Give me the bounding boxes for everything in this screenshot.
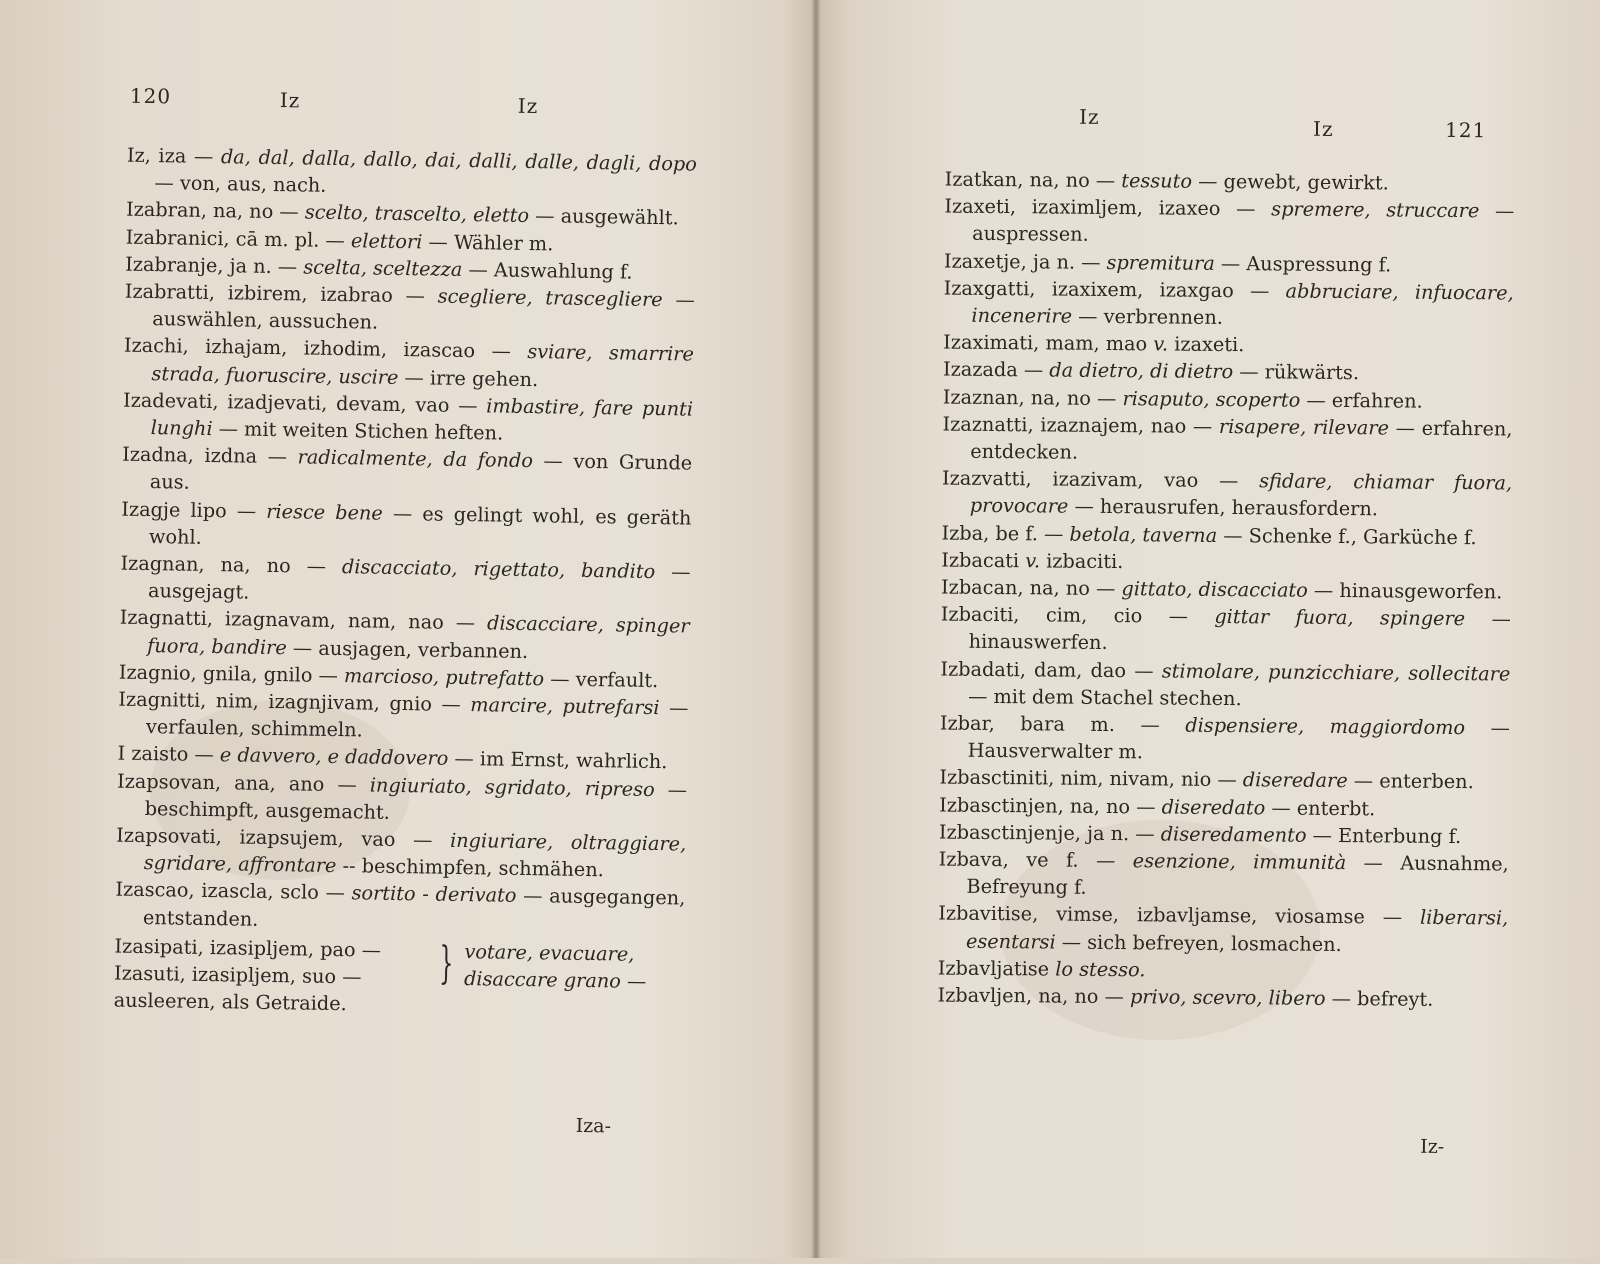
dictionary-entry xyxy=(116,822,687,885)
entry-german: — Enterbung f. xyxy=(1306,824,1461,848)
entry-headword: Izabranje, ja n. — xyxy=(125,252,303,278)
entry-headword: Izbasctinjenje, ja n. — xyxy=(939,820,1161,845)
entry-italian: marcire, putrefarsi xyxy=(470,693,660,719)
entry-italian: discacciare, spinger fuora, bandire xyxy=(147,612,690,659)
dictionary-entry xyxy=(119,604,690,667)
entry-headword-1: Izasipati, izasipljem, pao — xyxy=(114,932,381,963)
entry-german: — verfaulen, schimmeln. xyxy=(146,696,689,742)
entry-german: — beschimpft, ausgemacht. xyxy=(145,778,688,824)
entry-italian: marcioso, putrefatto xyxy=(344,664,545,690)
entry-headword: Izaznan, na, no — xyxy=(943,385,1123,410)
entry-headword: Izazvatti, izazivam, vao — xyxy=(942,467,1259,493)
entry-headword: Izbacati xyxy=(941,548,1025,572)
entry-german: — Ausnahme, Befreyung f. xyxy=(966,851,1508,899)
entry-headword: Izbasctiniti, nim, nivam, nio — xyxy=(939,766,1243,792)
entry-headword-2: Izasuti, izasipljem, suo — xyxy=(114,959,362,990)
entry-italian: sfidare, chiamar fuora, provocare xyxy=(970,470,1512,519)
entry-headword: Izabranici, cā m. pl. — xyxy=(125,225,351,252)
entry-italian: scelta, sceltezza xyxy=(303,255,462,280)
entry-headword: Izagje lipo — xyxy=(121,497,266,522)
entry-german: — hinauswerfen. xyxy=(969,607,1511,654)
entry-headword: Izapsovati, izapsujem, vao — xyxy=(116,824,450,852)
entry-italian: betola, taverna xyxy=(1069,522,1217,546)
entry-italian-1: votare, evacuare, xyxy=(464,938,634,968)
entry-german: — verfault. xyxy=(544,667,659,692)
entry-german: — Schenke f., Garküche f. xyxy=(1217,524,1477,549)
entry-italian: v. xyxy=(1025,549,1040,572)
entry-italian: scelto, trascelto, eletto xyxy=(305,201,530,228)
dictionary-entry xyxy=(122,441,693,504)
entry-german: — von Grunde aus. xyxy=(150,449,693,494)
entry-italian: diseredamento xyxy=(1161,822,1307,846)
entry-italian: diseredare xyxy=(1243,769,1348,793)
dictionary-entry xyxy=(123,332,694,395)
dictionary-entry xyxy=(938,900,1508,959)
dictionary-entry xyxy=(122,386,693,449)
entry-italian: spremitura xyxy=(1106,251,1214,275)
entry-german: — Auswahlung f. xyxy=(462,258,633,284)
entry-headword: Izabratti, izbirem, izabrao — xyxy=(125,280,438,308)
entry-italian: radicalmente, da fondo xyxy=(297,446,533,473)
dictionary-entry xyxy=(115,876,686,939)
entry-german: — befreyt. xyxy=(1325,987,1433,1011)
entry-headword: Izbaciti, cim, cio — xyxy=(941,603,1215,628)
book-gutter xyxy=(812,0,820,1258)
entry-headword: I zaisto — xyxy=(117,742,220,767)
entry-headword: Izascao, izascla, sclo — xyxy=(115,878,352,905)
entry-german: izbaciti. xyxy=(1040,549,1124,573)
dictionary-entry xyxy=(944,193,1514,252)
entry-italian: sortito - derivato xyxy=(351,882,516,908)
entry-italian: ingiuriare, oltraggiare, sgridare, affrontare xyxy=(144,829,687,877)
entry-italian: dispensiere, maggiordomo xyxy=(1185,714,1465,739)
entry-german: — es gelingt wohl, es geräth wohl. xyxy=(149,501,692,548)
entry-headword: Izaxgatti, izaxixem, izaxgao — xyxy=(944,276,1286,302)
entry-german: — ausgegangen, entstanden. xyxy=(143,884,686,930)
right-page xyxy=(819,0,1600,1261)
entry-german: — auswählen, aussuchen. xyxy=(152,288,695,334)
entry-german: — hinausgeworfen. xyxy=(1308,579,1503,604)
entry-italian: riesce bene xyxy=(266,500,383,525)
entry-headword: Izaxetje, ja n. — xyxy=(944,249,1107,273)
page-number: 121 xyxy=(1445,118,1486,142)
entry-headword: Izbasctinjen, na, no — xyxy=(939,793,1162,818)
dictionary-entry xyxy=(126,142,697,205)
entry-german: — sich befreyen, losmachen. xyxy=(1056,930,1342,955)
entry-headword: Izadevati, izadjevati, devam, vao — xyxy=(123,388,487,417)
entry-italian: privo, scevro, libero xyxy=(1130,985,1326,1010)
entry-italian: risapere, rilevare xyxy=(1219,415,1389,439)
entry-german: — irre gehen. xyxy=(398,366,538,391)
entry-italian: abbruciare, infuocare, incenerire xyxy=(971,279,1513,327)
entry-headword: Izabran, na, no — xyxy=(126,198,305,224)
dictionary-entry xyxy=(940,710,1510,769)
dictionary-entry xyxy=(942,410,1512,469)
dictionary-entry xyxy=(941,601,1511,660)
entry-italian: spremere, struccare xyxy=(1271,198,1479,223)
entry-headword: Izbadati, dam, dao — xyxy=(940,657,1162,682)
entry-headword: Izbavljatise xyxy=(938,956,1056,980)
entry-german: — rükwärts. xyxy=(1233,360,1359,384)
entry-german: — von, aus, nach. xyxy=(154,171,326,197)
entry-list xyxy=(937,166,1514,1014)
running-head-center: Iz xyxy=(518,94,539,118)
entry-german: ausleeren, als Getraide. xyxy=(113,986,347,1017)
entry-headword: Izaximati, mam, mao xyxy=(943,331,1153,356)
entry-german: — enterben. xyxy=(1348,770,1474,794)
entry-italian: scegliere, trascegliere xyxy=(438,285,663,312)
entry-german: — gewebt, gewirkt. xyxy=(1192,170,1389,195)
entry-italian: elettori xyxy=(351,229,423,253)
entry-german: — ausjagen, verbannen. xyxy=(287,636,529,663)
entry-german: — Wähler m. xyxy=(422,230,553,255)
entry-italian: diseredato xyxy=(1162,795,1266,819)
entry-italian: da, dal, dalla, dallo, dai, dalli, dalle, dagli, dopo xyxy=(221,145,697,175)
entry-italian: discacciato, rigettato, bandito xyxy=(342,555,656,583)
catchword: Iza- xyxy=(576,1115,612,1138)
entry-italian: gittato, discacciato xyxy=(1121,577,1308,602)
entry-italian: liberarsi, esentarsi xyxy=(966,906,1508,953)
entry-headword: Izadna, izdna — xyxy=(122,443,298,469)
dictionary-entry xyxy=(120,550,691,613)
running-head-left: Iz xyxy=(280,88,301,112)
entry-italian: stimolare, punzicchiare, sollecitare xyxy=(1162,659,1511,685)
dictionary-entry xyxy=(116,767,687,830)
entry-german: — verbrennen. xyxy=(1072,305,1223,329)
entry-italian: risaputo, scoperto xyxy=(1122,387,1300,412)
dictionary-entry xyxy=(118,686,689,749)
entry-italian-2: disaccare grano — xyxy=(464,965,647,995)
entry-headword: Izagnio, gnila, gnilo — xyxy=(119,660,344,687)
entry-german: — im Ernst, wahrlich. xyxy=(448,747,667,773)
entry-german: — mit dem Stachel stechen. xyxy=(968,685,1242,710)
entry-headword: Izaznatti, izaznajem, nao — xyxy=(942,412,1219,437)
entry-italian: e davvero, e daddovero xyxy=(220,744,449,771)
entry-german: — erfahren. xyxy=(1300,388,1423,412)
entry-headword: Izagnan, na, no — xyxy=(120,552,342,578)
entry-headword: Izbavitise, vimse, izbavljamse, viosamse — xyxy=(938,902,1420,929)
entry-italian: tessuto xyxy=(1121,169,1192,193)
entry-headword: Izachi, izhajam, izhodim, izascao — xyxy=(124,334,528,363)
entry-headword: Izbavljen, na, no — xyxy=(937,984,1130,1009)
dictionary-entry xyxy=(938,846,1508,905)
entry-german: — ausgejagt. xyxy=(148,560,691,604)
entry-headword: Izba, be f. — xyxy=(941,521,1069,545)
entry-headword: Izbacan, na, no — xyxy=(941,576,1122,601)
entry-headword: Izatkan, na, no — xyxy=(945,168,1122,193)
entry-german: — auspressen. xyxy=(972,199,1514,246)
dictionary-entry xyxy=(937,982,1507,1014)
dictionary-entry xyxy=(121,495,692,558)
entry-german: — Auspressung f. xyxy=(1215,252,1392,277)
brace-entry xyxy=(113,932,684,1023)
dictionary-entry xyxy=(943,274,1513,333)
entry-headword: Iz, iza — xyxy=(127,144,221,168)
page-number: 120 xyxy=(130,84,172,109)
entry-german: — Hausverwalter m. xyxy=(968,716,1510,763)
entry-list xyxy=(113,142,697,1024)
entry-headword: Izbava, ve f. — xyxy=(939,848,1133,873)
entry-headword: Izagnitti, nim, izagnjivam, gnio — xyxy=(118,688,470,717)
entry-german: — enterbt. xyxy=(1265,796,1375,820)
entry-italian: da dietro, di dietro xyxy=(1049,359,1233,384)
entry-headword: Izaxeti, izaximljem, izaxeo — xyxy=(944,195,1271,221)
catchword: Iz- xyxy=(1420,1136,1444,1158)
running-head-left: Iz xyxy=(1079,105,1100,129)
entry-italian: ingiuriato, sgridato, ripreso xyxy=(370,773,655,800)
entry-headword: Izbar, bara m. — xyxy=(940,712,1186,737)
entry-german: izaxeti. xyxy=(1168,333,1244,357)
entry-german: — ausgewählt. xyxy=(529,204,679,229)
entry-italian: lo stesso. xyxy=(1055,957,1145,981)
dictionary-entry xyxy=(940,655,1510,714)
dictionary-entry xyxy=(124,278,695,341)
dictionary-entry xyxy=(942,465,1512,524)
entry-german: -- beschimpfen, schmähen. xyxy=(336,854,604,881)
entry-headword: Izapsovan, ana, ano — xyxy=(117,769,370,796)
entry-italian: gittar fuora, spingere xyxy=(1214,605,1465,630)
running-head-center: Iz xyxy=(1313,117,1334,141)
entry-italian: imbastire, fare punti lunghi xyxy=(150,394,693,440)
entry-german: — mit weiten Stichen heften. xyxy=(212,417,503,445)
entry-italian: sviare, smarrire strada, fuoruscire, uscire xyxy=(151,340,694,388)
entry-italian: v. xyxy=(1153,333,1168,356)
brace: } xyxy=(439,936,454,992)
entry-german: — erfahren, entdecken. xyxy=(970,416,1512,463)
entry-headword: Izagnatti, izagnavam, nam, nao — xyxy=(120,606,488,635)
entry-german: — herausrufen, herausfordern. xyxy=(1068,495,1378,521)
entry-headword: Izazada — xyxy=(943,358,1050,382)
entry-italian: esenzione, immunità xyxy=(1133,849,1347,874)
